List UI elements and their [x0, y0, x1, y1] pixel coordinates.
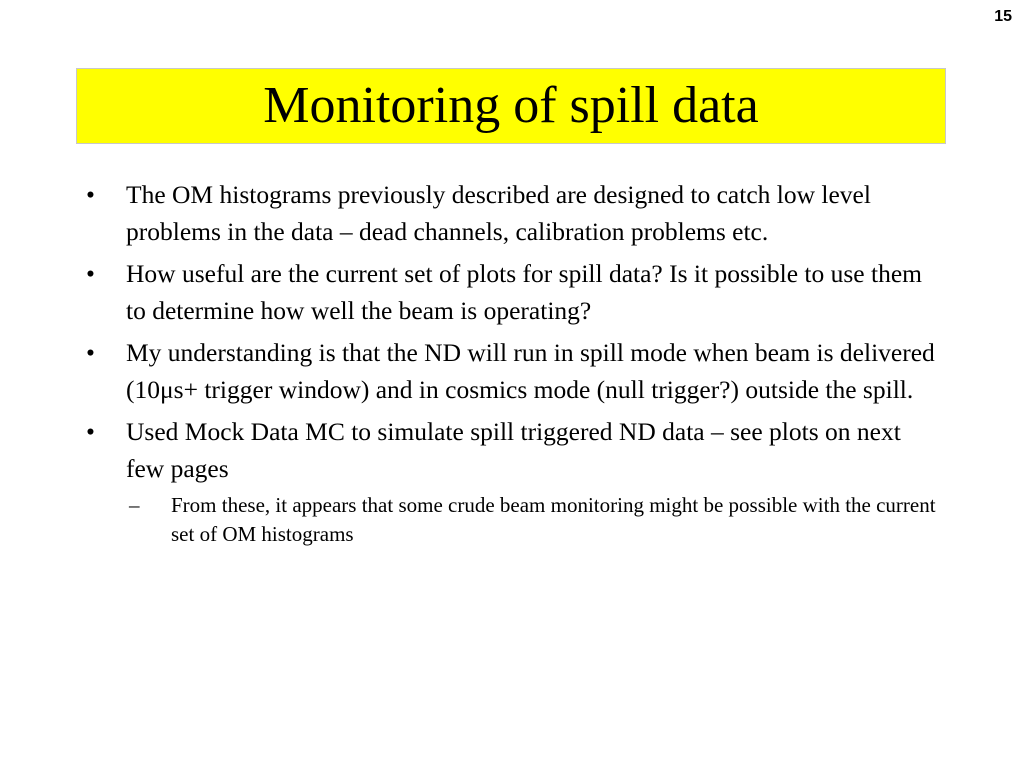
bullet-item	[84, 334, 944, 408]
bullet-text: My understanding is that the ND will run in spill mode when beam is delivered (10μs+ trigger window) and in cosmics mode (null trigger?) outside the spill.	[126, 338, 935, 404]
bullet-text: The OM histograms previously described are designed to catch low level problems in the data – dead channels, calibration problems etc.	[126, 180, 871, 246]
bullet-item	[84, 176, 944, 250]
bullet-text: Used Mock Data MC to simulate spill triggered ND data – see plots on next few pages	[126, 417, 901, 483]
sub-bullet-list	[126, 491, 944, 549]
sub-bullet-item	[126, 491, 944, 549]
bullet-icon: •	[86, 417, 95, 446]
bullet-text: How useful are the current set of plots for spill data? Is it possible to use them to determine how well the beam is operating?	[126, 259, 922, 325]
bullet-item	[84, 255, 944, 329]
bullet-list	[84, 176, 944, 549]
slide-number: 15	[994, 8, 1012, 25]
slide-title: Monitoring of spill data	[263, 77, 759, 134]
bullet-icon: •	[86, 338, 95, 367]
dash-icon: –	[129, 493, 140, 517]
bullet-icon: •	[86, 259, 95, 288]
slide-content	[84, 176, 944, 554]
sub-bullet-text: From these, it appears that some crude beam monitoring might be possible with the current set of OM histograms	[171, 493, 936, 546]
title-box	[76, 68, 946, 144]
bullet-item	[84, 413, 944, 549]
bullet-icon: •	[86, 180, 95, 209]
